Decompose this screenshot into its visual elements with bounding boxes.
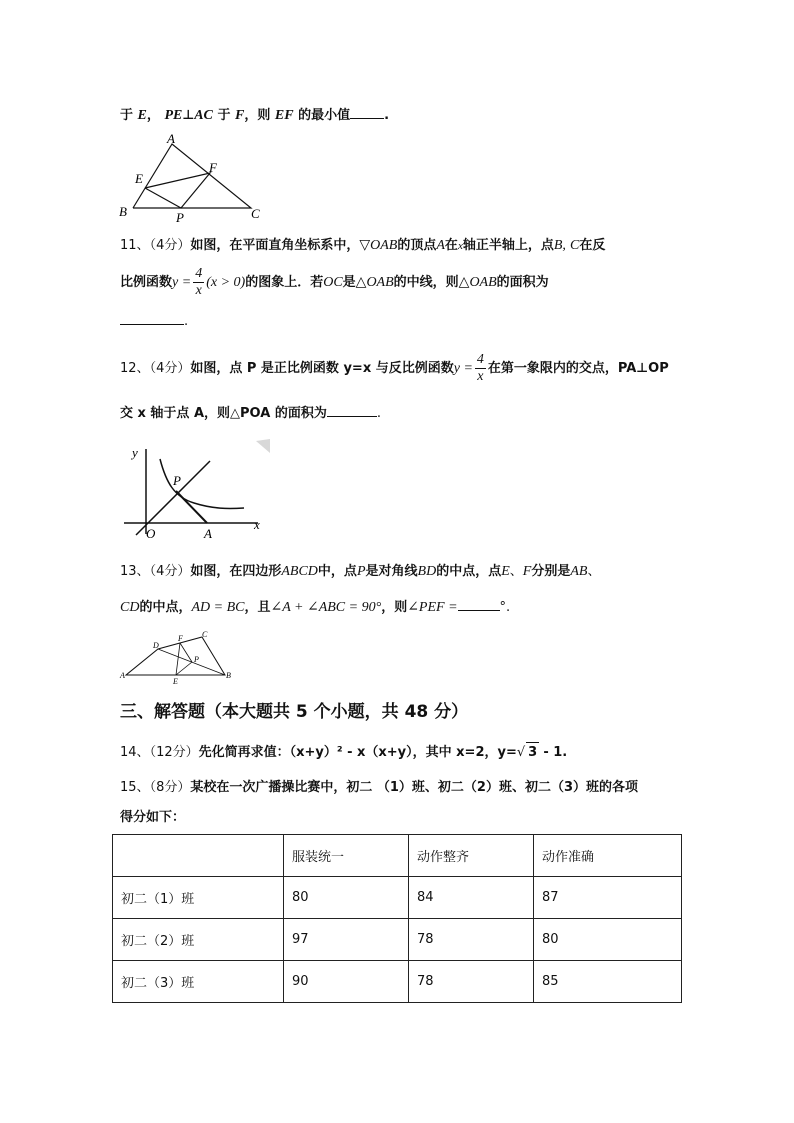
q10-var-f: F (234, 108, 245, 123)
q13-math: AD = BC (191, 600, 245, 615)
q13-text: 的中点，点 (436, 564, 502, 579)
q13-math: ∠PEF = (407, 600, 458, 615)
q11-frac-den: x (195, 283, 202, 298)
q11-text: 是 (342, 275, 356, 290)
q14-line: 14、（12分）先化简再求值：（x+y）² - x（x+y），其中 x=2，y=√ 3 - 1. (120, 742, 567, 763)
q14-text: 先化简再求值：（x+y）² - x（x+y），其中 x=2，y= (198, 745, 517, 760)
q15-score: （8分） (149, 780, 191, 795)
q11-text: 的图象上．若 (245, 275, 324, 290)
q11-line2 (120, 266, 549, 299)
fig10-label-b: B (119, 204, 127, 219)
fig10-label-c: C (251, 206, 260, 221)
q11-frac-num: 4 (195, 266, 203, 281)
table-cell: 87 (534, 877, 682, 919)
q12-frac-num: 4 (476, 352, 484, 367)
fig10-label-a: A (167, 131, 175, 146)
q10-var-ef: EF (274, 108, 294, 123)
q11-fraction (193, 266, 204, 299)
figure-q13 (118, 628, 238, 688)
q13-var: BD (417, 564, 437, 579)
q13-text: 、 (587, 564, 601, 579)
table-cell: 90 (284, 961, 409, 1003)
fig12-label-p: P (173, 473, 181, 488)
fig12-label-a: A (204, 526, 212, 541)
q13-line2 (120, 596, 510, 618)
table-cell: 80 (534, 919, 682, 961)
q12-text: . (376, 406, 381, 421)
q12-text: 交 x 轴于点 A，则△POA 的面积为 (120, 406, 327, 421)
q14-radicand: 3 (526, 742, 539, 763)
q11-line1: 11、（4分）如图，在平面直角坐标系中，▽OAB的顶点A在x轴正半轴上，点B, C在反 (120, 238, 606, 253)
fig13-label-p: P (194, 655, 199, 664)
q13-var: P (356, 564, 366, 579)
q10-perp: ⊥ (182, 108, 195, 123)
q13-text: 的中点， (139, 600, 192, 615)
q11-var: A (436, 238, 445, 253)
table-cell: 初二（1）班 (113, 877, 284, 919)
table-cell: 78 (409, 919, 534, 961)
q11-math: y = (172, 275, 192, 290)
fig13-label-a: A (120, 671, 125, 680)
q13-text: °. (499, 600, 511, 615)
q11-text: 比例函数 (120, 275, 173, 290)
q15-line2 (120, 808, 185, 828)
q12-line1: 12、（4分）如图，点 P 是正比例函数 y=x 与反比例函数y = $\frac{4}{x}$ 在第一象限内的交点，PA⊥OP (120, 352, 669, 384)
fig13-label-e: E (173, 677, 178, 686)
q12-frac-den: x (477, 369, 484, 384)
q13-number: 13 (120, 564, 137, 579)
table-header-row (113, 835, 682, 877)
answer-blank[interactable] (458, 596, 500, 611)
q12-line2 (120, 402, 381, 424)
q11-line3 (120, 310, 188, 332)
table-header-cell: 服装统一 (284, 835, 409, 877)
q13-var: E (501, 564, 510, 579)
q10-text: . (384, 108, 390, 123)
q11-math: ▽OAB (359, 238, 398, 253)
answer-blank[interactable] (120, 310, 184, 325)
q13-text: 、 (509, 564, 523, 579)
q11-var: C (570, 238, 580, 253)
q11-var: B, (553, 238, 566, 253)
fig10-label-p: P (176, 210, 184, 225)
table-row (113, 877, 682, 919)
q11-text: 的中线，则 (393, 275, 459, 290)
q10-text: 于 (217, 108, 231, 123)
table-header-cell (113, 835, 284, 877)
q11-math: (x > 0) (206, 275, 246, 290)
q13-text: 是对角线 (365, 564, 418, 579)
q10-tail-line (120, 104, 389, 126)
q13-math: ∠A + ∠ABC = 90° (270, 600, 382, 615)
table-cell: 97 (284, 919, 409, 961)
q13-text: ，则 (381, 600, 408, 615)
q11-score: （4分） (149, 238, 191, 253)
q11-text: 如图，在平面直角坐标系中， (190, 238, 360, 253)
fig12-label-o: O (146, 526, 156, 541)
q10-var-ac: AC (194, 108, 213, 123)
fig13-label-d: D (153, 641, 159, 650)
q11-math: △OAB (458, 275, 497, 290)
table-cell: 初二（3）班 (113, 961, 284, 1003)
q11-number: 11 (120, 238, 137, 253)
table-row (113, 961, 682, 1003)
answer-blank[interactable] (327, 402, 377, 417)
sqrt-icon: √ (516, 745, 526, 760)
q11-text: 在反 (579, 238, 606, 253)
section-title: 三、解答题（本大题共 5 个小题，共 48 分） (120, 702, 469, 722)
q12-text: 如图，点 P 是正比例函数 y=x 与反比例函数 (190, 361, 454, 376)
q13-text: 分别是 (531, 564, 571, 579)
q14-number: 14 (120, 745, 137, 760)
q14-text: - 1. (543, 745, 568, 760)
q13-var: CD (120, 600, 140, 615)
q13-text: 如图，在四边形 (190, 564, 282, 579)
q12-score: （4分） (149, 361, 191, 376)
q11-var: x (457, 240, 463, 252)
fig12-label-y: y (132, 445, 138, 460)
q13-text: 中，点 (317, 564, 357, 579)
fig13-label-b: B (226, 671, 231, 680)
q10-text: 的最小值 (298, 108, 351, 123)
table-cell: 80 (284, 877, 409, 919)
q15-text: 某校在一次广播操比赛中，初二 （1）班、初二（2）班、初二（3）班的各项 (190, 780, 639, 795)
q15-text: 得分如下： (120, 810, 186, 825)
q11-text: 的面积为 (496, 275, 549, 290)
score-table (112, 834, 682, 1003)
table-cell: 初二（2）班 (113, 919, 284, 961)
q13-var: F (522, 564, 532, 579)
q11-text: . (184, 314, 189, 329)
answer-blank[interactable] (350, 104, 384, 119)
scan-smudge (256, 439, 270, 453)
fig10-label-f: F (209, 160, 217, 175)
table-cell: 84 (409, 877, 534, 919)
fig10-label-e: E (135, 171, 143, 186)
q10-var-pe: PE (164, 108, 183, 123)
table-row (113, 919, 682, 961)
table-header-cell: 动作整齐 (409, 835, 534, 877)
q14-score: （12分） (149, 745, 199, 760)
table-cell: 85 (534, 961, 682, 1003)
q11-var: OC (323, 275, 343, 290)
fig13-label-c: C (202, 630, 208, 639)
figure-q10 (115, 132, 275, 227)
q11-math: △OAB (355, 275, 394, 290)
fig13-label-f: F (178, 634, 183, 643)
q12-number: 12 (120, 361, 137, 376)
q12-text: 在第一象限内的交点，PA⊥OP (487, 361, 669, 376)
q11-text: 的顶点 (397, 238, 437, 253)
q13-text: ，且 (244, 600, 271, 615)
q13-score: （4分） (149, 564, 191, 579)
q15-line1: 15、（8分）某校在一次广播操比赛中，初二 （1）班、初二（2）班、初二（3）班的各项 (120, 780, 639, 795)
q10-text: ， (146, 108, 160, 123)
table-header-cell: 动作准确 (534, 835, 682, 877)
q13-var: AB (570, 564, 588, 579)
q12-math: y = (453, 361, 473, 376)
q13-var: ABCD (281, 564, 318, 579)
q11-text: 在 (444, 238, 458, 253)
q10-text: 于 (120, 108, 134, 123)
q12-fraction (475, 352, 486, 385)
q10-var-e: E (137, 108, 147, 123)
q11-text: 轴正半轴上，点 (462, 238, 554, 253)
q15-number: 15 (120, 780, 137, 795)
q10-text: ，则 (244, 108, 271, 123)
q13-line1: 13、（4分）如图，在四边形ABCD中，点P是对角线BD的中点，点E、F分别是AB、 (120, 564, 601, 579)
fig12-label-x: x (254, 517, 260, 532)
figure-q12 (118, 437, 278, 545)
table-cell: 78 (409, 961, 534, 1003)
